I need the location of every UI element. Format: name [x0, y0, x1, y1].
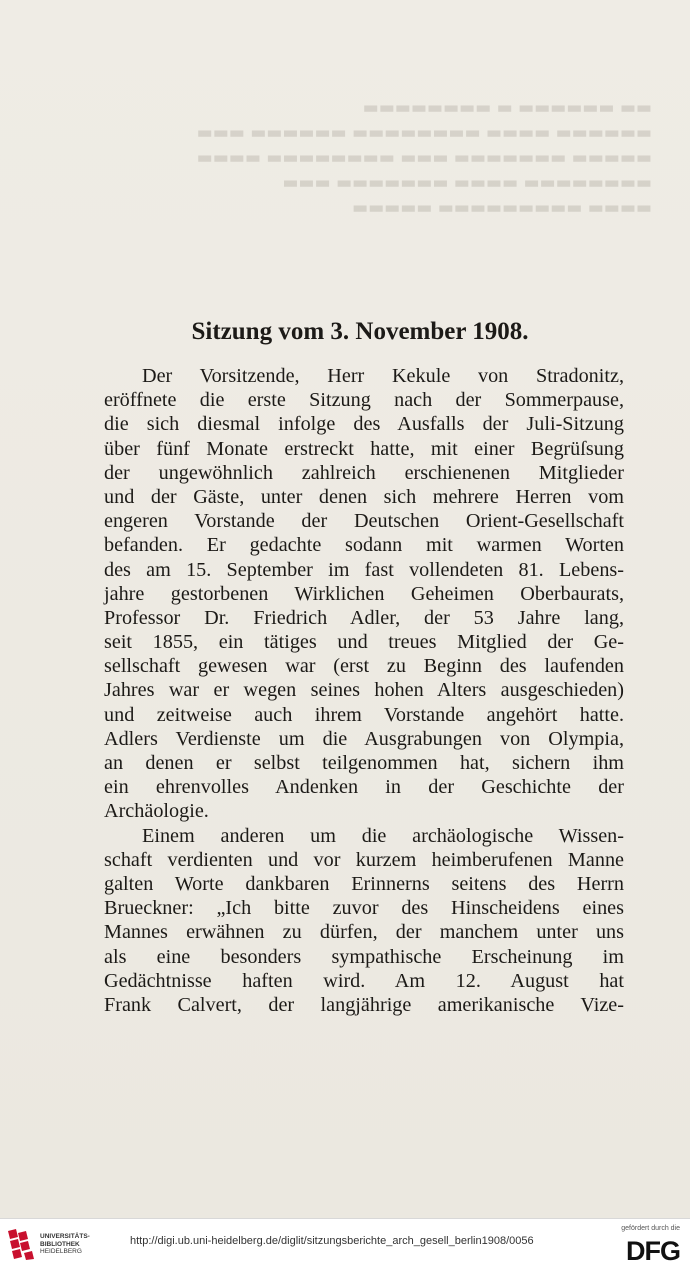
text-line: Archäologie. — [104, 800, 209, 823]
text-line: über fünf Monate erstreckt hatte, mit einer Begrüſsung — [104, 437, 624, 460]
text-line: seit 1855, ein tätiges und treues Mitglied der Ge- — [104, 631, 624, 654]
university-library-wordmark — [40, 1233, 90, 1256]
text-line: engeren Vorstande der Deutschen Orient-Gesellschaft — [104, 510, 624, 533]
text-line: sellschaft gewesen war (erst zu Beginn des laufenden — [104, 655, 624, 678]
text-line: schaft verdienten und vor kurzem heimberufenen Manne — [104, 848, 624, 871]
footer-bar — [0, 1218, 690, 1271]
text-line: Brueckner: „Ich bitte zuvor des Hinscheidens eines — [104, 897, 624, 920]
text-line: Adlers Verdienste um die Ausgrabungen von Olympia, — [104, 727, 624, 750]
text-line: Mannes erwähnen zu dürfen, der manchem unter uns — [104, 921, 624, 944]
text-line: Gedächtnisse haften wird. Am 12. August hat — [104, 969, 624, 992]
text-line: galten Worte dankbaren Erinnerns seitens des Herrn — [104, 872, 624, 895]
dfg-logo: DFG — [626, 1236, 680, 1266]
bleed-through-text: ▬▬ ▬▬▬▬▬▬ ▬ ▬▬▬▬▬▬▬▬ ▬▬▬▬▬▬ ▬▬▬▬ ▬▬▬▬▬▬▬▬ ▬▬▬▬▬▬ ▬▬▬ ▬▬▬▬▬ ▬▬▬▬▬▬▬ ▬▬▬ ▬▬▬▬▬▬▬▬ ▬▬▬▬ ▬▬▬▬▬▬▬▬ ▬▬▬▬ ▬▬▬▬▬▬▬ ▬▬▬ ▬▬▬▬ ▬▬▬▬▬▬▬▬▬ ▬▬▬▬▬ — [196, 98, 652, 218]
dfg-caption: gefördert durch die — [621, 1225, 680, 1232]
body-text — [104, 364, 624, 1017]
text-line: und zeitweise auch ihrem Vorstande angehört hatte. — [104, 703, 624, 726]
text-line: Frank Calvert, der langjährige amerikanische Vize- — [104, 993, 624, 1016]
university-library-logo-icon — [6, 1227, 36, 1261]
logo-line-3: HEIDELBERG — [40, 1248, 82, 1255]
text-line: Jahres war er wegen seines hohen Alters ausgeschieden) — [104, 679, 624, 702]
logo-line-2: BIBLIOTHEK — [40, 1240, 80, 1248]
text-line: der ungewöhnlich zahlreich erschienenen Mitglieder — [104, 461, 624, 484]
text-line: Der Vorsitzende, Herr Kekule von Stradonitz, — [142, 365, 624, 387]
text-line: die sich diesmal infolge des Ausfalls der Juli-Sitzung — [104, 413, 624, 436]
text-line: als eine besonders sympathische Erscheinung im — [104, 945, 624, 968]
text-line: Einem anderen um die archäologische Wissen- — [142, 824, 624, 847]
text-line: ein ehrenvolles Andenken in der Geschichte der — [104, 776, 624, 799]
source-url-link[interactable]: http://digi.ub.uni-heidelberg.de/diglit/sitzungsberichte_arch_gesell_berlin1908/0056 — [130, 1235, 534, 1247]
text-line: befanden. Er gedachte sodann mit warmen Worten — [104, 534, 624, 557]
text-line: eröffnete die erste Sitzung nach der Sommerpause, — [104, 389, 624, 412]
text-line: an denen er selbst teilgenommen hat, sichern ihm — [104, 752, 624, 774]
text-line: und der Gäste, unter denen sich mehrere Herren vom — [104, 485, 624, 508]
text-line: des am 15. September im fast vollendeten 81. Lebens- — [104, 558, 624, 581]
text-line: jahre gestorbenen Wirklichen Geheimen Oberbaurats, — [104, 582, 624, 605]
logo-line-1: UNIVERSITÄTS- — [40, 1233, 90, 1240]
text-line: Professor Dr. Friedrich Adler, der 53 Jahre lang, — [104, 606, 624, 629]
page-title: Sitzung vom 3. November 1908. — [191, 318, 529, 345]
